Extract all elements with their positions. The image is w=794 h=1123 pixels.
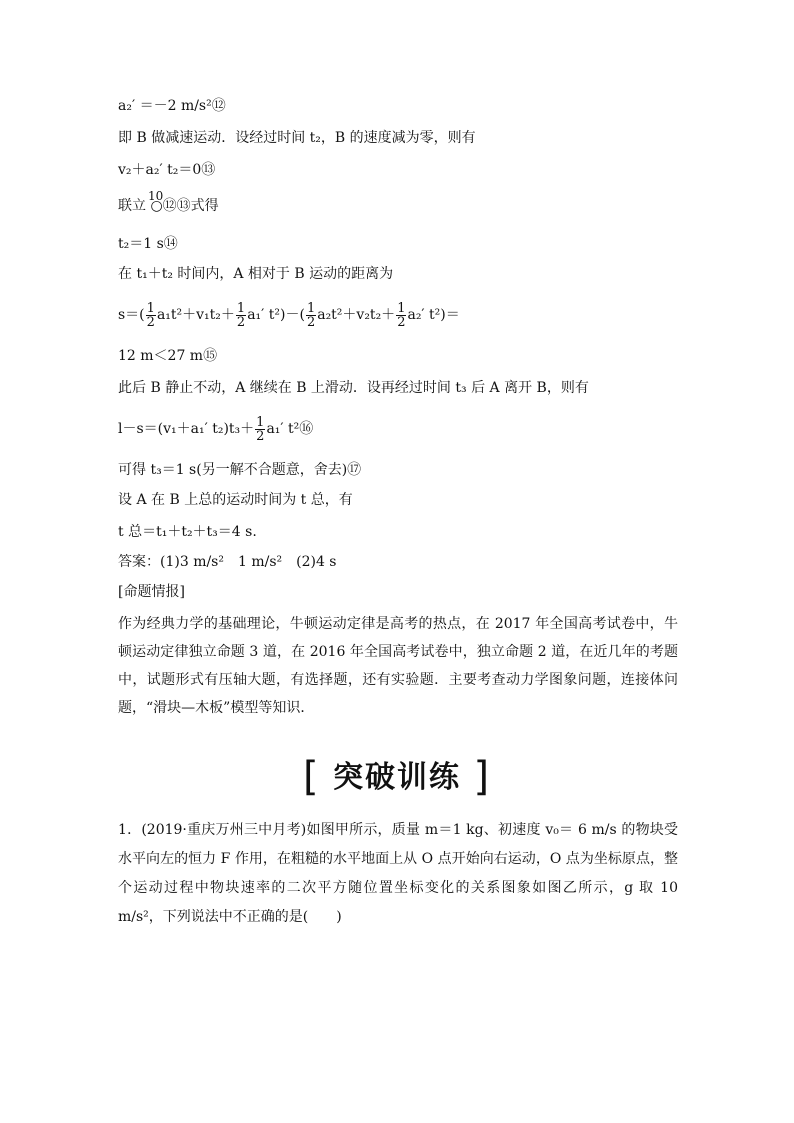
fraction-numerator: 1: [236, 300, 246, 316]
combine-refs: ○⑫⑬式得: [150, 198, 219, 214]
heading-bracket-left: [: [302, 754, 321, 800]
eq-part: l－s＝(v₁＋a₁′ t₂)t₃＋: [118, 421, 255, 437]
equation-15: 12 m＜27 m⑮: [118, 348, 218, 364]
equation-12: a₂′ ＝－2 m/s²⑫: [118, 98, 226, 114]
section-heading: [0, 752, 794, 800]
fraction-denominator: 2: [146, 314, 155, 330]
fraction: [306, 302, 316, 329]
section-label-intel: [命题情报]: [118, 584, 185, 600]
fraction: [396, 302, 406, 329]
equation-13: v₂＋a₂′ t₂＝0⑬: [118, 162, 216, 178]
fraction-numerator: 1: [256, 414, 265, 430]
combine-superscript: 10: [148, 189, 164, 203]
equation-14: t₂＝1 s⑭: [118, 236, 178, 252]
text-line-b-decelerates: 即 B 做减速运动．设经过时间 t₂，B 的速度减为零，则有: [118, 130, 476, 146]
eq-part: a₂′ t²)＝: [407, 307, 460, 323]
fraction: [255, 416, 265, 443]
answer-line: 答案：(1)3 m/s² 1 m/s² (2)4 s: [118, 554, 337, 570]
eq-part: a₁t²＋v₁t₂＋: [156, 307, 235, 323]
text-line-b-static: 此后 B 静止不动，A 继续在 B 上滑动．设再经过时间 t₃ 后 A 离开 B，则有: [118, 380, 589, 396]
equation-17: 可得 t₃＝1 s(另一解不合题意，舍去)⑰: [118, 462, 362, 478]
question-1: 1．(2019·重庆万州三中月考)如图甲所示，质量 m＝1 kg、初速度 v₀＝ 6 m/s 的物块受水平向左的恒力 F 作用，在粗糙的水平地面上从 O 点开始向右运动，O 点为坐标原点，整个运动过程中物块速率的二次平方随位置坐标变化的关系图象如图乙所示，g 取 10 m/s²，下列说法中不正确的是( ): [118, 822, 678, 925]
eq-part: a₁′ t²⑯: [266, 421, 314, 437]
heading-bracket-right: ]: [473, 754, 492, 800]
intel-paragraph: 作为经典力学的基础理论，牛顿运动定律是高考的热点，在 2017 年全国高考试卷中，牛顿运动定律独立命题 3 道，在 2016 年全国高考试卷中，独立命题 2 道，在近几年的考题中，试题形式有压轴大题，有选择题，还有实验题．主要考查动力学图象问题，连接体问题，“滑块—木板”模型等知识．: [118, 616, 678, 716]
heading-text: 突破训练: [333, 760, 461, 795]
text-line-total-time: 设 A 在 B 上总的运动时间为 t 总，有: [118, 492, 353, 508]
fraction-numerator: 1: [146, 300, 155, 316]
fraction: [236, 302, 246, 329]
fraction-numerator: 1: [397, 300, 406, 316]
eq-part: a₁′ t²)－(: [247, 307, 305, 323]
text-line-combine: [118, 189, 219, 216]
fraction-denominator: 2: [256, 428, 265, 444]
combine-label: 联立: [118, 198, 146, 214]
fraction: [146, 302, 156, 329]
fraction-denominator: 2: [306, 314, 316, 330]
fraction-denominator: 2: [397, 314, 406, 330]
fraction-denominator: 2: [236, 314, 246, 330]
fraction-numerator: 1: [306, 300, 316, 316]
equation-distance: [118, 300, 460, 330]
equation-16: [118, 414, 313, 444]
equation-total-time: t 总＝t₁＋t₂＋t₃＝4 s.: [118, 524, 257, 540]
eq-part: s＝(: [118, 307, 145, 323]
text-line-relative-distance: 在 t₁＋t₂ 时间内，A 相对于 B 运动的距离为: [118, 266, 394, 282]
eq-part: a₂t²＋v₂t₂＋: [317, 307, 396, 323]
